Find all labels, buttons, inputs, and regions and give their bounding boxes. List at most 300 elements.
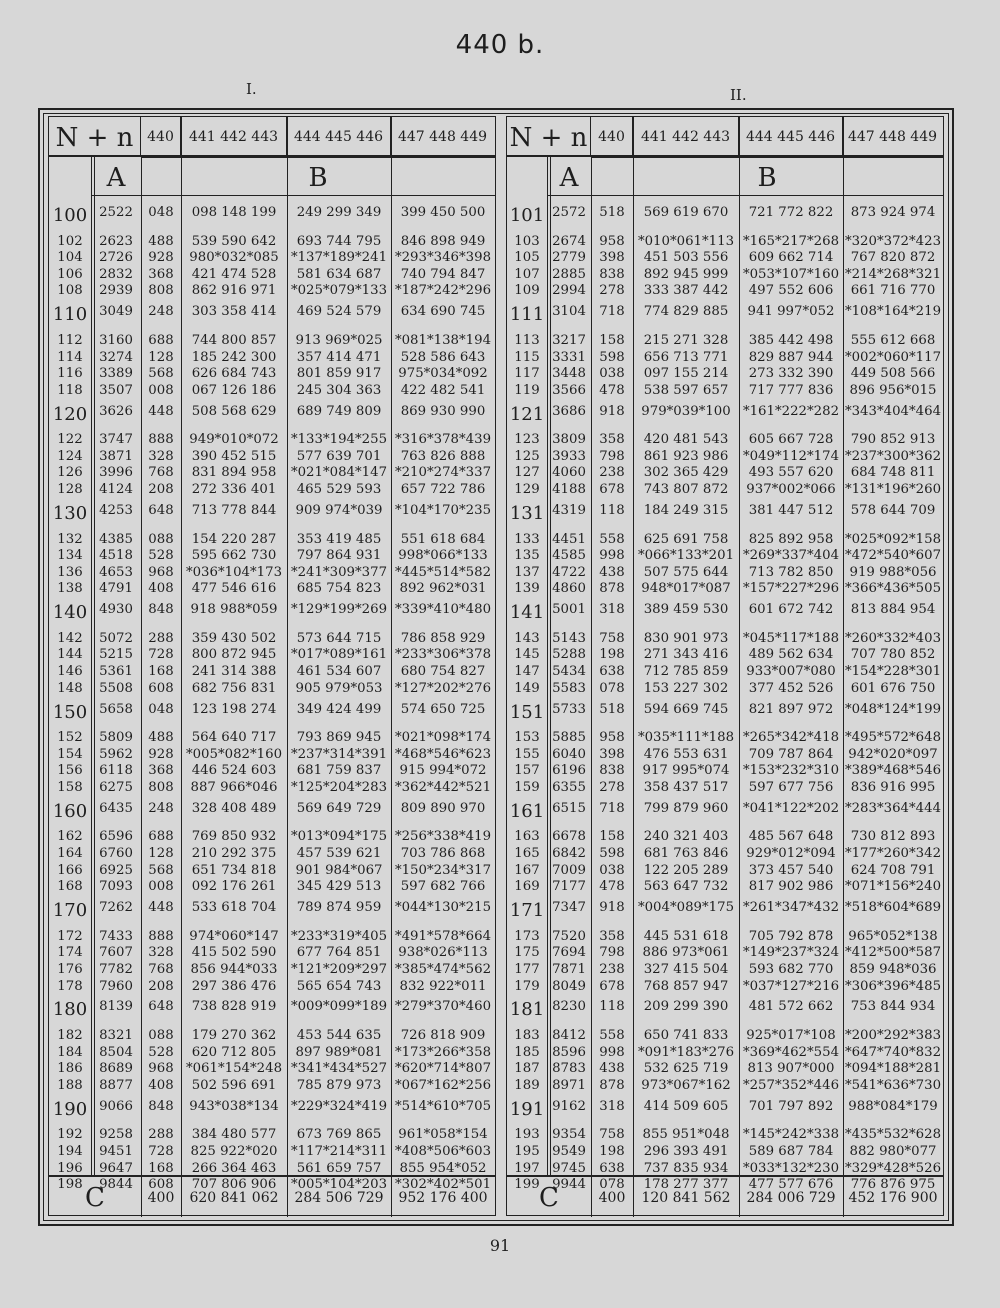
cell-b3: *177*260*342 — [844, 846, 942, 861]
cell-b0: 798 — [599, 448, 625, 464]
cell-b3: *343*404*464 — [844, 403, 942, 419]
cell-a: 6196 — [552, 763, 586, 779]
cell-b0: 208 — [148, 978, 174, 994]
cell-b0: 008 — [148, 382, 174, 398]
cell-a: 2522 — [99, 205, 133, 220]
cell-b0: 398 — [599, 746, 625, 762]
cell-b1: 656 713 771 — [643, 349, 729, 365]
cell-n: 132 — [57, 531, 83, 547]
cell-b0: 918 — [599, 403, 625, 419]
cell-b2: 457 539 621 — [296, 846, 382, 861]
cell-a: 6596 — [99, 829, 133, 845]
cell-a: 6118 — [99, 763, 133, 779]
cell-b0: 128 — [148, 349, 174, 365]
cell-a: 2674 — [552, 233, 586, 249]
cell-n: 162 — [57, 829, 83, 845]
cell-b3: *385*474*562 — [394, 961, 492, 977]
cell-n: 127 — [514, 465, 540, 481]
cell-a: 2885 — [552, 266, 586, 282]
cell-b0: 998 — [599, 548, 625, 564]
cell-b3: 661 716 770 — [850, 283, 936, 299]
cell-b2: *137*189*241 — [290, 250, 388, 266]
cell-b0: 678 — [599, 978, 625, 994]
column-rule — [591, 1177, 592, 1217]
cell-b1: 477 546 616 — [191, 581, 277, 597]
cell-b1: 886 973*061 — [642, 945, 730, 961]
cell-b1: 266 364 463 — [191, 1160, 277, 1176]
cell-n: 159 — [514, 779, 540, 795]
cell-n: 122 — [57, 432, 83, 448]
cell-n: 145 — [514, 647, 540, 663]
cell-b0: 478 — [599, 879, 625, 895]
cell-b3: 988*084*179 — [848, 1098, 938, 1114]
cell-b1: 974*060*147 — [189, 928, 279, 944]
cell-n: 196 — [57, 1160, 83, 1176]
cell-b0: 768 — [148, 465, 174, 481]
cell-b1: 389 459 530 — [643, 602, 729, 618]
cell-b3: *468*546*623 — [394, 746, 492, 762]
cell-b1: 743 807 872 — [643, 482, 729, 497]
cell-b1: 446 524 603 — [191, 763, 277, 779]
footer-label: C — [85, 1183, 105, 1213]
footer-c3: 452 176 900 — [848, 1190, 938, 1206]
cell-a: 9354 — [552, 1127, 586, 1143]
cell-n: 166 — [57, 862, 83, 878]
cell-b3: *081*138*194 — [394, 332, 492, 348]
cell-n: 125 — [514, 448, 540, 464]
cell-b2: *161*222*282 — [742, 403, 840, 419]
cell-b2: 793 869 945 — [296, 730, 382, 746]
cell-b3: *279*370*460 — [394, 999, 492, 1015]
footer-c2: 284 506 729 — [294, 1190, 384, 1206]
cell-n: 107 — [514, 266, 540, 282]
cell-b2: *145*242*338 — [742, 1127, 840, 1143]
cell-a: 8689 — [99, 1061, 133, 1077]
cell-b1: 358 437 517 — [643, 779, 729, 795]
cell-b3: 634 690 745 — [400, 304, 486, 320]
cell-b3: *620*714*807 — [394, 1061, 492, 1077]
header-n-plus-n: N + n — [507, 117, 591, 155]
cell-n: 189 — [514, 1077, 540, 1093]
cell-b3: *412*500*587 — [844, 945, 942, 961]
cell-a: 4451 — [552, 531, 586, 547]
cell-b3: 961*058*154 — [398, 1127, 488, 1143]
cell-a: 4518 — [99, 548, 133, 564]
cell-b1: 532 625 719 — [643, 1061, 729, 1077]
cell-n: 195 — [514, 1143, 540, 1159]
cell-b3: *362*442*521 — [394, 779, 492, 795]
cell-n: 131 — [509, 502, 545, 524]
column-rule — [633, 1177, 634, 1217]
cell-b0: 528 — [148, 548, 174, 564]
cell-a: 4653 — [99, 564, 133, 580]
cell-b1: 333 387 442 — [643, 283, 729, 299]
cell-n: 109 — [514, 283, 540, 299]
cell-b0: 048 — [148, 701, 174, 717]
footer-row-c — [49, 1175, 495, 1217]
cell-n: 135 — [514, 548, 540, 564]
cell-b0: 728 — [148, 1143, 174, 1159]
cell-b1: 887 966*046 — [190, 779, 278, 795]
cell-b0: 408 — [148, 1077, 174, 1093]
cell-b2: *033*132*230 — [742, 1160, 840, 1176]
cell-n: 160 — [52, 800, 88, 822]
cell-b2: 581 634 687 — [296, 266, 382, 282]
cell-b1: 738 828 919 — [191, 999, 277, 1015]
cell-a: 6842 — [552, 846, 586, 861]
cell-b0: 568 — [148, 366, 174, 382]
cell-n: 129 — [514, 482, 540, 497]
cell-a: 2623 — [99, 233, 133, 249]
cell-b2: 897 989*081 — [295, 1044, 383, 1060]
cell-b3: *021*098*174 — [394, 730, 492, 746]
cell-b2: 569 649 729 — [296, 800, 382, 816]
cell-b1: 067 126 186 — [191, 382, 277, 398]
cell-b0: 928 — [148, 250, 174, 266]
cell-b0: 848 — [148, 602, 174, 618]
cell-n: 183 — [514, 1028, 540, 1043]
cell-b1: 092 176 261 — [191, 879, 277, 895]
cell-b0: 758 — [599, 1127, 625, 1143]
cell-b3: *435*532*628 — [844, 1127, 942, 1143]
cell-b2: 465 529 593 — [296, 482, 382, 497]
cell-b3: 753 844 934 — [850, 999, 936, 1015]
cell-a: 4791 — [99, 581, 133, 597]
cell-b0: 798 — [599, 945, 625, 961]
cell-b2: 901 984*067 — [295, 862, 383, 878]
cell-a: 8971 — [552, 1077, 586, 1093]
cell-a: 3747 — [99, 432, 133, 448]
header-447-449: 447 448 449 — [397, 129, 488, 145]
cell-b2: *021*084*147 — [290, 465, 388, 481]
cell-a: 4860 — [552, 581, 586, 597]
cell-b1: 502 596 691 — [191, 1077, 277, 1093]
cell-b0: 008 — [148, 879, 174, 895]
cell-a: 4722 — [552, 564, 586, 580]
cell-b1: 825 922*020 — [190, 1143, 278, 1159]
cell-n: 138 — [57, 581, 83, 597]
cell-a: 7433 — [99, 928, 133, 944]
cell-n: 100 — [52, 205, 88, 226]
cell-b2: *165*217*268 — [742, 233, 840, 249]
cell-b2: *121*209*297 — [290, 961, 388, 977]
cell-b2: *129*199*269 — [290, 602, 388, 618]
cell-b2: 593 682 770 — [748, 961, 834, 977]
footer-c1: 620 841 062 — [189, 1190, 279, 1206]
cell-a: 3686 — [552, 403, 586, 419]
cell-b3: 707 780 852 — [850, 647, 936, 663]
cell-n: 182 — [57, 1028, 83, 1043]
cell-b3: 578 644 709 — [850, 502, 936, 518]
cell-b2: 461 534 607 — [296, 664, 382, 679]
cell-n: 164 — [57, 846, 83, 861]
cell-b0: 448 — [148, 403, 174, 419]
cell-b2: 589 687 784 — [748, 1143, 834, 1159]
header-447-449: 447 448 449 — [847, 129, 938, 145]
cell-b1: 855 951*048 — [642, 1127, 730, 1143]
cell-b3: 809 890 970 — [400, 800, 486, 816]
cell-n: 197 — [514, 1160, 540, 1176]
cell-b3: *002*060*117 — [844, 349, 942, 365]
cell-b2: 385 442 498 — [748, 332, 834, 348]
cell-b1: 209 299 390 — [643, 999, 729, 1015]
cell-b0: 688 — [148, 829, 174, 845]
cell-a: 3217 — [552, 332, 586, 348]
cell-n: 151 — [509, 701, 545, 723]
cell-b1: *035*111*188 — [637, 730, 735, 746]
column-rule — [391, 1177, 392, 1217]
cell-b1: 831 894 958 — [191, 465, 277, 481]
cell-b3: *518*604*689 — [844, 900, 942, 916]
cell-b0: 728 — [148, 647, 174, 663]
cell-a: 3809 — [552, 432, 586, 448]
cell-a: 2994 — [552, 283, 586, 299]
cell-n: 185 — [514, 1044, 540, 1060]
cell-b2: *341*434*527 — [290, 1061, 388, 1077]
cell-a: 9944 — [552, 1177, 586, 1193]
cell-n: 147 — [514, 664, 540, 679]
cell-a: 5361 — [99, 664, 133, 679]
cell-a: 3049 — [99, 304, 133, 320]
cell-b0: 358 — [599, 432, 625, 448]
cell-a: 4385 — [99, 531, 133, 547]
cell-b0: 238 — [599, 961, 625, 977]
cell-b0: 928 — [148, 746, 174, 762]
cell-b2: *045*117*188 — [742, 630, 840, 646]
part-label-1: I. — [246, 80, 257, 98]
cell-a: 5885 — [552, 730, 586, 746]
cell-a: 8139 — [99, 999, 133, 1015]
cell-b3: *408*506*603 — [394, 1143, 492, 1159]
footer-label: C — [539, 1183, 559, 1213]
cell-n: 170 — [52, 900, 88, 922]
cell-b2: 693 744 795 — [296, 233, 382, 249]
cell-n: 169 — [514, 879, 540, 895]
cell-b2: 605 667 728 — [748, 432, 834, 448]
cell-b0: 488 — [148, 233, 174, 249]
cell-b0: 088 — [148, 1028, 174, 1043]
cell-b3: 859 948*036 — [849, 961, 937, 977]
cell-b0: 488 — [148, 730, 174, 746]
cell-b0: 038 — [599, 366, 625, 382]
cell-n: 133 — [514, 531, 540, 547]
cell-b1: 980*032*085 — [189, 250, 279, 266]
cell-a: 3996 — [99, 465, 133, 481]
page-title: 440 b. — [455, 30, 545, 60]
cell-a: 7520 — [552, 928, 586, 944]
cell-b0: 888 — [148, 432, 174, 448]
cell-a: 4585 — [552, 548, 586, 564]
cell-n: 104 — [57, 250, 83, 266]
cell-n: 130 — [52, 502, 88, 524]
cell-n: 101 — [509, 205, 545, 226]
cell-b0: 358 — [599, 928, 625, 944]
cell-b3: *329*428*526 — [844, 1160, 942, 1176]
cell-b3: 813 884 954 — [850, 602, 936, 618]
cell-b0: 198 — [599, 647, 625, 663]
cell-b2: 453 544 635 — [296, 1028, 382, 1043]
cell-b1: 390 452 515 — [191, 448, 277, 464]
cell-b2: 357 414 471 — [296, 349, 382, 365]
cell-b2: 561 659 757 — [296, 1160, 382, 1176]
cell-a: 3626 — [99, 403, 133, 419]
cell-b1: 862 916 971 — [191, 283, 277, 299]
cell-b0: 838 — [599, 266, 625, 282]
cell-n: 123 — [514, 432, 540, 448]
cell-n: 181 — [509, 999, 545, 1021]
cell-b3: *104*170*235 — [394, 502, 492, 518]
cell-b2: *153*232*310 — [742, 763, 840, 779]
cell-a: 6515 — [552, 800, 586, 816]
cell-b1: 707 806 906 — [191, 1177, 277, 1193]
cell-n: 142 — [57, 630, 83, 646]
cell-b2: 929*012*094 — [746, 846, 836, 861]
cell-b0: 278 — [599, 779, 625, 795]
cell-b2: 825 892 958 — [748, 531, 834, 547]
cell-b0: 678 — [599, 482, 625, 497]
cell-b2: 937*002*066 — [746, 482, 836, 497]
cell-b2: 565 654 743 — [296, 978, 382, 994]
cell-b0: 968 — [148, 1061, 174, 1077]
cell-a: 4124 — [99, 482, 133, 497]
cell-n: 143 — [514, 630, 540, 646]
cell-n: 186 — [57, 1061, 83, 1077]
column-label-a: A — [559, 163, 579, 193]
cell-a: 5434 — [552, 664, 586, 679]
cell-b3: 786 858 929 — [400, 630, 486, 646]
header-444-446: 444 445 446 — [287, 117, 391, 155]
cell-b2: 673 769 865 — [296, 1127, 382, 1143]
cell-b3: 767 820 872 — [850, 250, 936, 266]
cell-b2: 481 572 662 — [748, 999, 834, 1015]
cell-b0: 038 — [599, 862, 625, 878]
cell-b1: 737 835 934 — [643, 1160, 729, 1176]
cell-n: 184 — [57, 1044, 83, 1060]
cell-b3: 869 930 990 — [400, 403, 486, 419]
cell-b0: 688 — [148, 332, 174, 348]
column-group-labels — [49, 157, 495, 197]
cell-n: 112 — [57, 332, 83, 348]
cell-b2: 789 874 959 — [296, 900, 382, 916]
cell-b0: 438 — [599, 564, 625, 580]
cell-b1: 296 393 491 — [643, 1143, 729, 1159]
cell-b0: 048 — [148, 205, 174, 220]
footer-c0: 400 — [598, 1190, 626, 1206]
cell-a: 9066 — [99, 1098, 133, 1114]
cell-b1: 949*010*072 — [189, 432, 279, 448]
cell-b3: 873 924 974 — [850, 205, 936, 220]
cell-b1: 122 205 289 — [643, 862, 729, 878]
cell-b1: 153 227 302 — [643, 680, 729, 696]
cell-b3: 422 482 541 — [400, 382, 486, 398]
cell-b1: 097 155 214 — [643, 366, 729, 382]
cell-b3: 763 826 888 — [400, 448, 486, 464]
cell-b0: 328 — [148, 945, 174, 961]
cell-n: 110 — [52, 304, 88, 326]
cell-b0: 598 — [599, 846, 625, 861]
footer-c2: 284 006 729 — [746, 1190, 836, 1206]
cell-a: 8321 — [99, 1028, 133, 1043]
group-rule — [547, 195, 943, 196]
cell-b3: 965*052*138 — [848, 928, 938, 944]
cell-b2: 601 672 742 — [748, 602, 834, 618]
cell-b2: 469 524 579 — [296, 304, 382, 320]
cell-b3: 776 876 975 — [850, 1177, 936, 1193]
cell-a: 4188 — [552, 482, 586, 497]
group-rule-upper — [591, 157, 943, 158]
cell-b2: *157*227*296 — [742, 581, 840, 597]
cell-b1: 098 148 199 — [191, 205, 277, 220]
cell-a: 8412 — [552, 1028, 586, 1043]
cell-b2: 817 902 986 — [748, 879, 834, 895]
group-rule — [91, 195, 495, 196]
cell-b2: *049*112*174 — [742, 448, 840, 464]
cell-b1: 892 945 999 — [643, 266, 729, 282]
cell-b2: 245 304 363 — [296, 382, 382, 398]
cell-b2: *025*079*133 — [290, 283, 388, 299]
cell-n: 148 — [57, 680, 83, 696]
cell-b0: 288 — [148, 1127, 174, 1143]
cell-b1: 774 829 885 — [643, 304, 729, 320]
cell-a: 3566 — [552, 382, 586, 398]
cell-b1: 533 618 704 — [191, 900, 277, 916]
cell-b1: 421 474 528 — [191, 266, 277, 282]
cell-b0: 368 — [148, 266, 174, 282]
cell-b0: 968 — [148, 564, 174, 580]
cell-b3: *154*228*301 — [844, 664, 942, 679]
cell-a: 7009 — [552, 862, 586, 878]
cell-a: 5288 — [552, 647, 586, 663]
cell-b0: 608 — [148, 1177, 174, 1193]
cell-b2: 829 887 944 — [748, 349, 834, 365]
cell-b0: 328 — [148, 448, 174, 464]
header-n-plus-n: N + n — [49, 117, 141, 155]
cell-b0: 558 — [599, 531, 625, 547]
cell-b3: 846 898 949 — [400, 233, 486, 249]
cell-b0: 958 — [599, 233, 625, 249]
cell-n: 141 — [509, 602, 545, 624]
cell-n: 158 — [57, 779, 83, 795]
cell-b1: 799 879 960 — [643, 800, 729, 816]
cell-b0: 608 — [148, 680, 174, 696]
cell-n: 192 — [57, 1127, 83, 1143]
cell-b3: 975*034*092 — [398, 366, 488, 382]
cell-b0: 398 — [599, 250, 625, 266]
cell-b2: 573 644 715 — [296, 630, 382, 646]
cell-b3: *025*092*158 — [844, 531, 942, 547]
cell-b2: 685 754 823 — [296, 581, 382, 597]
cell-b2: *133*194*255 — [290, 432, 388, 448]
cell-a: 7960 — [99, 978, 133, 994]
cell-b0: 208 — [148, 482, 174, 497]
column-rule — [181, 1177, 182, 1217]
cell-b0: 198 — [599, 1143, 625, 1159]
cell-b0: 998 — [599, 1044, 625, 1060]
column-rule — [739, 1177, 740, 1217]
cell-a: 9258 — [99, 1127, 133, 1143]
cell-b0: 718 — [599, 304, 625, 320]
cell-b1: 800 872 945 — [191, 647, 277, 663]
cell-b1: 445 531 618 — [643, 928, 729, 944]
cell-b2: *261*347*432 — [742, 900, 840, 916]
cell-b2: *117*214*311 — [290, 1143, 388, 1159]
cell-n: 121 — [509, 403, 545, 425]
cell-b3: 896 956*015 — [849, 382, 937, 398]
cell-b2: *369*462*554 — [742, 1044, 840, 1060]
cell-b1: 302 365 429 — [643, 465, 729, 481]
cell-b0: 118 — [599, 999, 625, 1015]
header-441-443: 441 442 443 — [633, 117, 739, 155]
